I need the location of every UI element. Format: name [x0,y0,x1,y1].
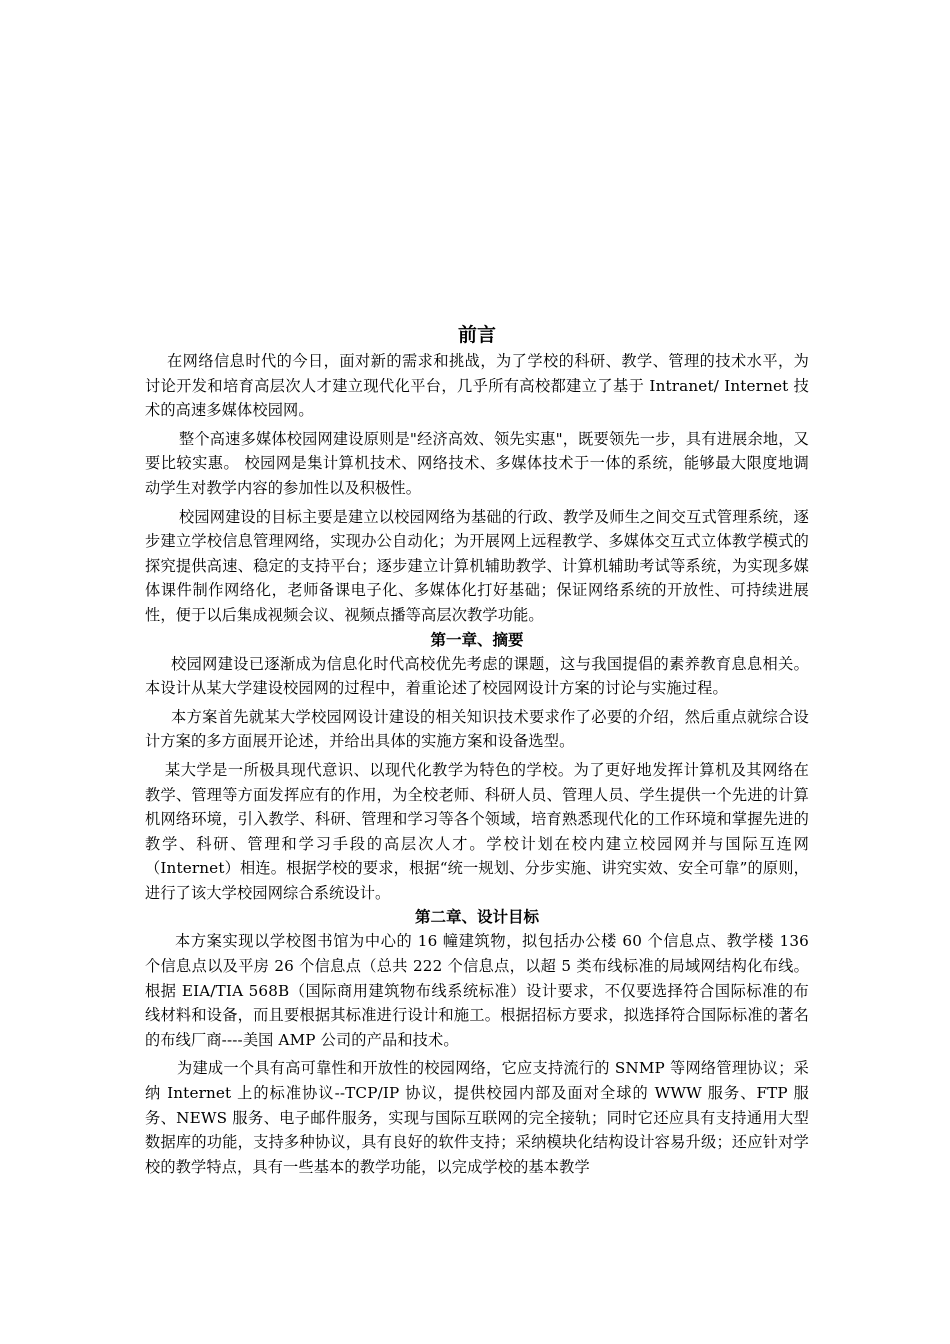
chapter-1-paragraph-3: 某大学是一所极具现代意识、以现代化教学为特色的学校。为了更好地发挥计算机及其网络在教学、管理等方面发挥应有的作用，为全校老师、科研人员、管理人员、学生提供一个先进的计算机网络环境，引入教学、科研、管理和学习等各个领域，培育熟悉现代化的工作环境和掌握先进的教学、科研、管理和学习手段的高层次人才。学校计划在校内建立校园网并与国际互连网（Internet）相连。根据学校的要求，根据“统一规划、分步实施、讲究实效、安全可靠”的原则，进行了该大学校园网综合系统设计。 [145,760,809,902]
preface-paragraph-1: 在网络信息时代的今日，面对新的需求和挑战，为了学校的科研、教学、管理的技术水平，为讨论开发和培育高层次人才建立现代化平台，几乎所有高校都建立了基于 Intranet/ Internet 技术的高速多媒体校园网。 [145,352,809,420]
document-body [145,322,809,1179]
preface-paragraph-2: 整个高速多媒体校园网建设原则是"经济高效、领先实惠"，既要领先一步，具有进展余地，又要比较实惠。 校园网是集计算机技术、网络技术、多媒体技术于一体的系统，能够最大限度地调动学生对教学内容的参加性以及积极性。 [145,429,809,497]
chapter-2-paragraph-1: 本方案实现以学校图书馆为中心的 16 幢建筑物，拟包括办公楼 60 个信息点、教学楼 136 个信息点以及平房 26 个信息点（总共 222 个信息点，以超 5 类布线标准的局域网结构化布线。根据 EIA/TIA 568B（国际商用建筑物布线系统标准）设计要求，不仅要选择符合国际标准的布线材料和设备，而且要根据其标准进行设计和施工。根据招标方要求，拟选择符合国际标准的著名的布线厂商----美国 AMP 公司的产品和技术。 [145,932,809,1049]
chapter-2-paragraph-2: 为建成一个具有高可靠性和开放性的校园网络，它应支持流行的 SNMP 等网络管理协议；采纳 Internet 上的标准协议--TCP/IP 协议，提供校园内部及面对全球的 WWW 服务、FTP 服务、NEWS 服务、电子邮件服务，实现与国际互联网的完全接轨；同时它还应具有支持通用大型数据库的功能，支持多种协议，具有良好的软件支持；采纳模块化结构设计容易升级；还应针对学校的教学特点，具有一些基本的教学功能，以完成学校的基本教学 [145,1059,809,1176]
document-title: 前言 [457,324,496,346]
chapter-1-paragraph-2: 本方案首先就某大学校园网设计建设的相关知识技术要求作了必要的介绍，然后重点就综合设计方案的多方面展开论述，并给出具体的实施方案和设备选型。 [145,707,809,751]
preface-paragraph-3: 校园网建设的目标主要是建立以校园网络为基础的行政、教学及师生之间交互式管理系统，逐步建立学校信息管理网络，实现办公自动化；为开展网上远程教学、多媒体交互式立体教学模式的探究提供高速、稳定的支持平台；逐步建立计算机辅助教学、计算机辅助考试等系统，为实现多媒体课件制作网络化，老师备课电子化、多媒体化打好基础；保证网络系统的开放性、可持续进展性，便于以后集成视频会议、视频点播等高层次教学功能。 [145,507,809,624]
chapter-2-heading: 第二章、设计目标 [414,907,539,927]
chapter-1-heading: 第一章、摘要 [430,629,524,649]
chapter-1-paragraph-1: 校园网建设已逐渐成为信息化时代高校优先考虑的课题，这与我国提倡的素养教育息息相关。本设计从某大学建设校园网的过程中，着重论述了校园网设计方案的讨论与实施过程。 [145,654,809,698]
